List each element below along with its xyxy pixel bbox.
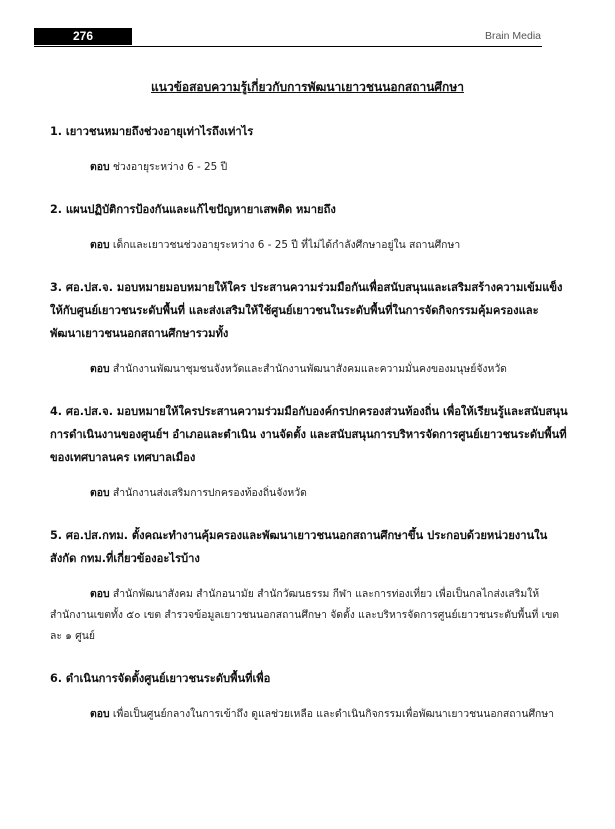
answer-text: เพื่อเป็นศูนย์กลางในการเข้าถึง ดูแลช่วยเหลือ และดำเนินกิจกรรมเพื่อพัฒนาเยาวชนนอกสถานศึกษา [112, 708, 555, 720]
question-4: 4. ศอ.ปส.จ. มอบหมายให้ใครประสานความร่วมมือกับองค์กรปกครองส่วนท้องถิ่น เพื่อให้เรียนรู้และสนับสนุนการดำเนินงานของศูนย์ฯ อำเภอและตำเนิน งานจัดตั้ง และสนับสนุนการบริหารจัดการศูนย์เยาวชนระดับพื้นที่ ของเทศบาลนคร เทศบาลเมือง [50, 405, 568, 464]
qa-item-5 [50, 524, 570, 647]
question-1: 1. เยาวชนหมายถึงช่วงอายุเท่าไรถึงเท่าไร [50, 125, 254, 138]
page-number: 276 [34, 28, 132, 45]
answer-label: ตอบ [90, 363, 110, 375]
answer-label: ตอบ [90, 161, 110, 173]
qa-list [50, 120, 570, 745]
question-6: 6. ดำเนินการจัดตั้งศูนย์เยาวชนระดับพื้นที่เพื่อ [50, 672, 271, 685]
answer-text: สำนักงานพัฒนาชุมชนจังหวัดและสำนักงานพัฒนาสังคมและความมั่นคงของมนุษย์จังหวัด [112, 363, 507, 375]
question-2: 2. แผนปฏิบัติการป้องกันและแก้ไขปัญหายาเสพติด หมายถึง [50, 203, 336, 216]
qa-item-1 [50, 120, 570, 178]
answer-label: ตอบ [90, 239, 110, 251]
question-3: 3. ศอ.ปส.จ. มอบหมายมอบหมายให้ใคร ประสานความร่วมมือกันเพื่อสนับสนุนและเสริมสร้างความเข้มแข็งให้กับศูนย์เยาวชนระดับพื้นที่ และส่งเสริมให้ใช้ศูนย์เยาวชนในระดับพื้นที่ในการจัดกิจกรรมคุ้มครองและพัฒนาเยาวชนนอกสถานศึกษารวมทั้ง [50, 281, 563, 340]
answer-label: ตอบ [90, 708, 110, 720]
answer-label: ตอบ [90, 487, 110, 499]
qa-item-6 [50, 667, 570, 725]
question-5: 5. ศอ.ปส.กทม. ตั้งคณะทำงานคุ้มครองและพัฒนาเยาวชนนอกสถานศึกษาขึ้น ประกอบด้วยหน่วยงานในสังกัด กทม.ที่เกี่ยวข้องอะไรบ้าง [50, 529, 548, 565]
answer-2 [50, 235, 570, 256]
answer-text: เด็กและเยาวชนช่วงอายุระหว่าง 6 - 25 ปี ที่ไม่ได้กำลังศึกษาอยู่ใน สถานศึกษา [112, 239, 461, 251]
answer-label: ตอบ [90, 588, 110, 600]
qa-item-4 [50, 400, 570, 504]
answer-1 [50, 157, 570, 178]
answer-text: สำนักพัฒนาสังคม สำนักอนามัย สำนักวัฒนธรรม กีฬา และการท่องเที่ยว เพื่อเป็นกลไกส่งเสริมให้สำนักงานเขตทั้ง ๕๐ เขต สำรวจข้อมูลเยาวชนนอกสถานศึกษา จัดตั้ง และบริหารจัดการศูนย์เยาวชนระดับพื้นที่ เขตละ ๑ ศูนย์ [50, 588, 560, 642]
page-title: แนวข้อสอบความรู้เกี่ยวกับการพัฒนาเยาวชนนอกสถานศึกษา [151, 80, 464, 94]
qa-item-2 [50, 198, 570, 256]
answer-text: สำนักงานส่งเสริมการปกครองท้องถิ่นจังหวัด [112, 487, 307, 499]
header-divider [34, 46, 542, 47]
answer-6 [50, 704, 570, 725]
answer-4 [50, 483, 570, 504]
answer-text: ช่วงอายุระหว่าง 6 - 25 ปี [112, 161, 228, 173]
answer-5 [50, 584, 570, 647]
qa-item-3 [50, 276, 570, 380]
publisher-name: Brain Media [484, 30, 541, 42]
answer-3 [50, 359, 570, 380]
